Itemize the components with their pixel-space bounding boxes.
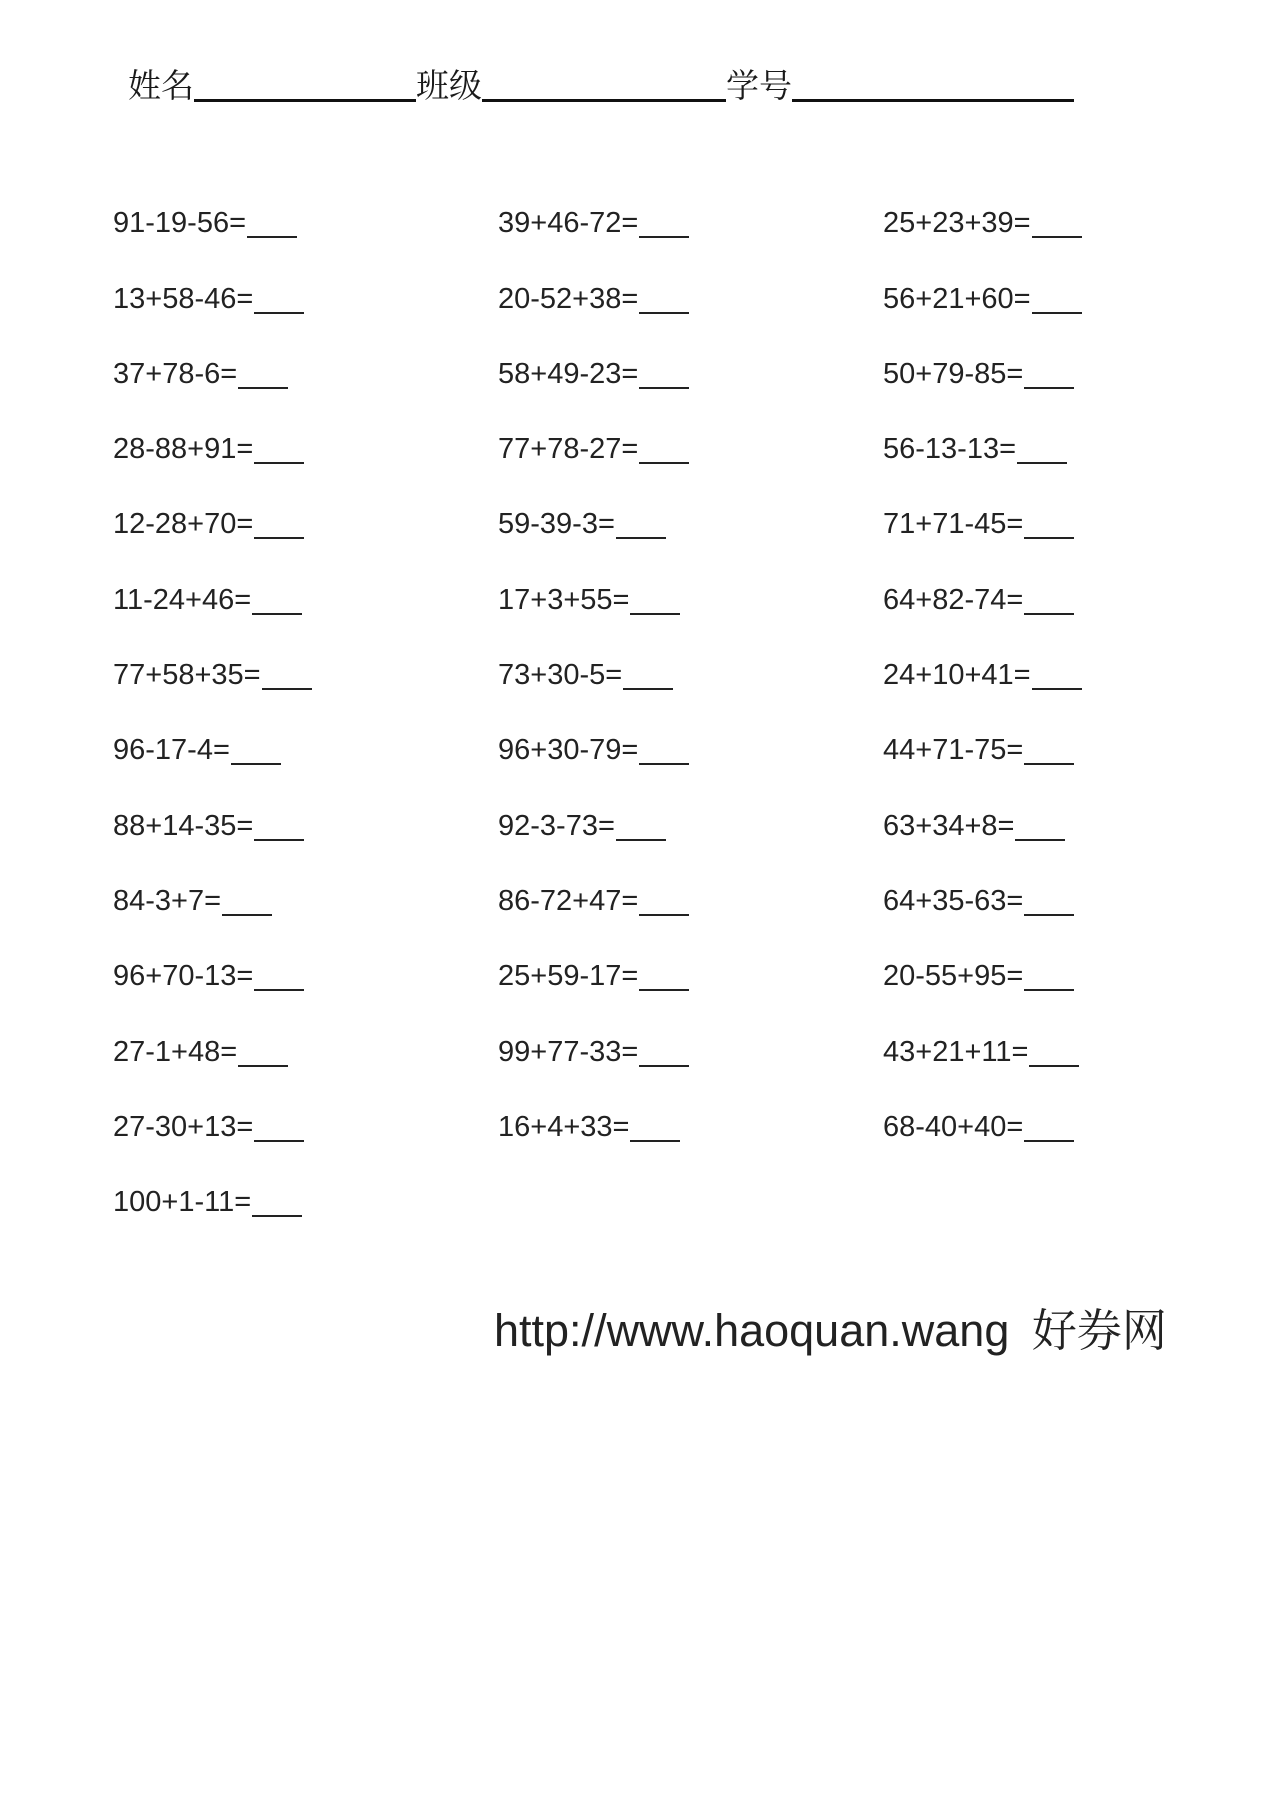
math-problem [498,319,883,394]
math-problem [883,168,1173,243]
answer-blank [262,658,312,690]
problem-expression: 16+4+33= [498,1110,630,1143]
answer-blank [1015,809,1065,841]
answer-blank [1032,206,1082,238]
problem-expression: 96+70-13= [113,960,254,993]
answer-blank [639,733,689,765]
math-problem [883,770,1173,845]
student-id-blank [792,63,1074,102]
answer-blank [252,583,302,615]
math-problem [113,1147,498,1222]
answer-blank [616,507,666,539]
answer-blank [1029,1035,1079,1067]
math-problem [498,770,883,845]
answer-blank [252,1185,302,1217]
answer-blank [1024,733,1074,765]
problem-expression: 20-52+38= [498,282,639,315]
footer-watermark [494,1303,1167,1359]
answer-blank [222,884,272,916]
math-problem [113,1072,498,1147]
problem-expression: 64+82-74= [883,583,1024,616]
math-problem [883,1072,1173,1147]
problem-expression: 77+58+35= [113,659,261,692]
answer-blank [1024,583,1074,615]
problem-expression: 71+71-45= [883,508,1024,541]
math-problem [498,469,883,544]
math-problem [883,319,1173,394]
problem-expression: 24+10+41= [883,659,1031,692]
math-problem [883,846,1173,921]
problem-expression: 68-40+40= [883,1110,1024,1143]
answer-blank [238,1035,288,1067]
answer-blank [1024,884,1074,916]
math-problem [113,770,498,845]
answer-blank [1032,282,1082,314]
math-problem [498,846,883,921]
math-problem [498,243,883,318]
class-blank [482,63,726,102]
name-label: 姓名 [128,66,194,105]
math-problem [113,695,498,770]
answer-blank [630,1110,680,1142]
answer-blank [639,357,689,389]
problem-expression: 27-1+48= [113,1035,238,1068]
math-problem [113,394,498,469]
answer-blank [1024,959,1074,991]
answer-blank [231,733,281,765]
problem-expression: 12-28+70= [113,508,254,541]
math-problem [113,168,498,243]
math-problem [113,319,498,394]
answer-blank [1024,1110,1074,1142]
problem-expression: 56+21+60= [883,282,1031,315]
answer-blank [247,206,297,238]
math-problem [498,1072,883,1147]
answer-blank [616,809,666,841]
math-problem [883,394,1173,469]
answer-blank [639,884,689,916]
math-problem [883,243,1173,318]
problem-expression: 37+78-6= [113,357,238,390]
answer-blank [1017,432,1067,464]
answer-blank [254,282,304,314]
answer-blank [639,432,689,464]
answer-blank [254,432,304,464]
problem-expression: 39+46-72= [498,207,639,240]
problem-expression: 91-19-56= [113,207,247,240]
problem-expression: 27-30+13= [113,1110,254,1143]
math-problem [883,695,1173,770]
problem-expression: 59-39-3= [498,508,615,541]
answer-blank [238,357,288,389]
math-problem [113,469,498,544]
math-problem [883,544,1173,619]
math-problem [113,846,498,921]
answer-blank [1032,658,1082,690]
math-problem [883,921,1173,996]
problem-expression: 28-88+91= [113,433,254,466]
math-problem [883,996,1173,1071]
problem-grid [113,168,1173,1222]
math-problem [113,921,498,996]
math-problem [113,243,498,318]
math-problem [113,620,498,695]
answer-blank [639,1035,689,1067]
problem-expression: 86-72+47= [498,884,639,917]
problem-expression: 100+1-11= [113,1186,252,1219]
answer-blank [254,1110,304,1142]
name-blank [194,63,416,102]
answer-blank [254,809,304,841]
answer-blank [639,206,689,238]
answer-blank [1024,507,1074,539]
math-problem [498,996,883,1071]
student-id-label: 学号 [726,66,792,105]
math-problem [113,996,498,1071]
problem-expression: 99+77-33= [498,1035,639,1068]
problem-expression: 96+30-79= [498,734,639,767]
student-info-header [128,58,1074,106]
problem-expression: 92-3-73= [498,809,615,842]
problem-expression: 25+23+39= [883,207,1031,240]
problem-expression: 63+34+8= [883,809,1015,842]
footer-site-name: 好券网 [1031,1304,1167,1357]
answer-blank [254,959,304,991]
math-problem [498,168,883,243]
problem-expression: 17+3+55= [498,583,630,616]
problem-expression: 88+14-35= [113,809,254,842]
math-problem [498,620,883,695]
answer-blank [639,282,689,314]
math-problem [498,394,883,469]
problem-expression: 25+59-17= [498,960,639,993]
math-problem [498,695,883,770]
problem-expression: 73+30-5= [498,659,623,692]
answer-blank [1024,357,1074,389]
problem-expression: 43+21+11= [883,1035,1029,1068]
problem-expression: 64+35-63= [883,884,1024,917]
footer-url: http://www.haoquan.wang [494,1305,1010,1356]
problem-expression: 20-55+95= [883,960,1024,993]
class-label: 班级 [416,66,482,105]
problem-expression: 56-13-13= [883,433,1017,466]
math-problem [883,620,1173,695]
answer-blank [639,959,689,991]
math-problem [113,544,498,619]
answer-blank [254,507,304,539]
problem-expression: 13+58-46= [113,282,254,315]
problem-expression: 11-24+46= [113,583,252,616]
problem-expression: 50+79-85= [883,357,1024,390]
math-problem [498,544,883,619]
problem-expression: 44+71-75= [883,734,1024,767]
problem-expression: 77+78-27= [498,433,639,466]
math-problem [883,469,1173,544]
problem-expression: 84-3+7= [113,884,222,917]
problem-expression: 58+49-23= [498,357,639,390]
answer-blank [630,583,680,615]
math-problem [498,921,883,996]
answer-blank [623,658,673,690]
problem-expression: 96-17-4= [113,734,230,767]
